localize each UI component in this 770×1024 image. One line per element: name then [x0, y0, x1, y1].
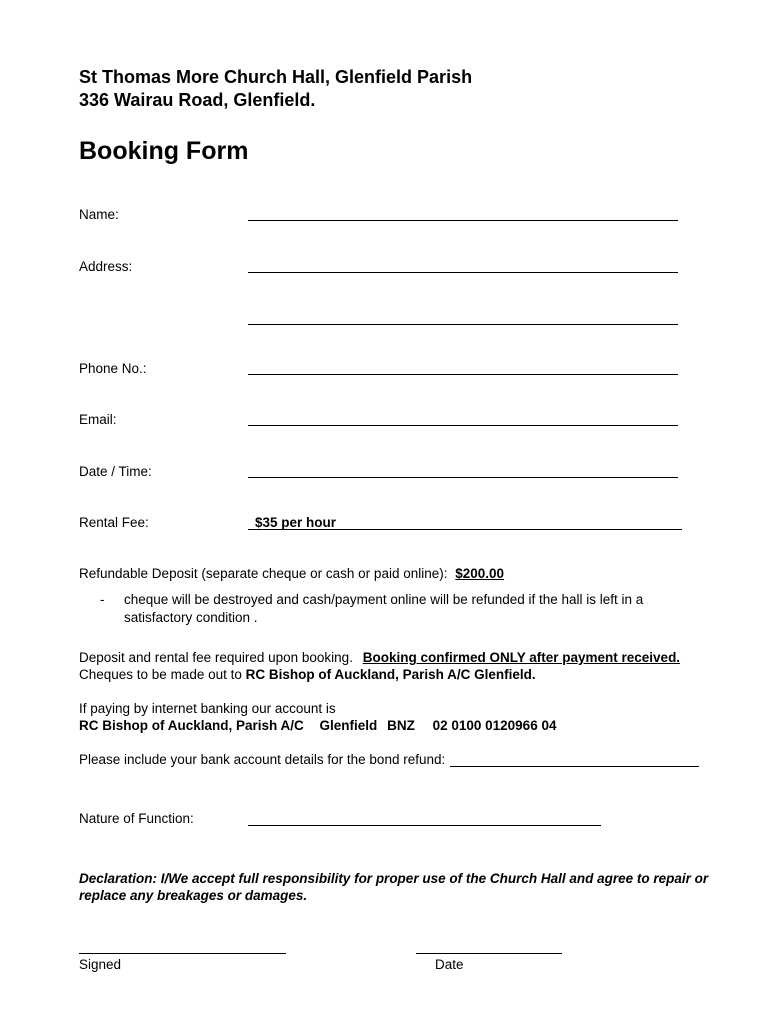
email-label: Email:: [79, 412, 117, 427]
hall-name-heading: St Thomas More Church Hall, Glenfield Parish: [79, 67, 473, 87]
rental-fee-underline: [248, 529, 682, 530]
datetime-field[interactable]: [248, 477, 678, 478]
function-field[interactable]: [248, 825, 601, 826]
account-branch: Glenfield: [319, 718, 378, 733]
hall-address-heading: 336 Wairau Road, Glenfield.: [79, 90, 316, 110]
cheques-prefix: Cheques to be made out to: [79, 667, 242, 682]
deposit-description: Refundable Deposit (separate cheque or cash or paid online):: [79, 566, 448, 581]
bullet-text-line-1: cheque will be destroyed and cash/payment online will be refunded if the hall is left in a: [124, 592, 644, 607]
signed-label: Signed: [79, 957, 122, 972]
address-field-line-1[interactable]: [248, 272, 678, 273]
bond-refund-text: Please include your bank account details for the bond refund:: [79, 752, 446, 767]
payment-required-text: Deposit and rental fee required upon booking.: [79, 650, 353, 665]
date-label: Date: [435, 957, 464, 972]
phone-label: Phone No.:: [79, 361, 147, 376]
address-field-line-2[interactable]: [248, 324, 678, 325]
datetime-label: Date / Time:: [79, 464, 152, 479]
rental-fee-value: $35 per hour: [255, 515, 337, 530]
function-label: Nature of Function:: [79, 811, 194, 826]
bank-name: BNZ: [387, 718, 415, 733]
rental-fee-label: Rental Fee:: [79, 515, 149, 530]
name-field[interactable]: [248, 220, 678, 221]
cheques-line: [79, 667, 536, 682]
cheques-payee: RC Bishop of Auckland, Parish A/C Glenfield.: [245, 667, 536, 682]
account-number: 02 0100 0120966 04: [432, 718, 557, 733]
internet-banking-intro: If paying by internet banking our account is: [79, 701, 336, 716]
declaration-line-1: Declaration: I/We accept full responsibility for proper use of the Church Hall and agree to repair or: [79, 871, 709, 886]
bank-account-details: [79, 718, 556, 733]
deposit-amount: $200.00: [455, 566, 505, 581]
signature-field[interactable]: [79, 953, 286, 954]
date-field[interactable]: [416, 953, 562, 954]
bullet-text-line-2: satisfactory condition .: [124, 610, 258, 625]
bond-refund-field[interactable]: [450, 766, 699, 767]
bullet-marker: -: [100, 592, 105, 607]
email-field[interactable]: [248, 425, 678, 426]
booking-confirmed-text: Booking confirmed ONLY after payment received.: [362, 650, 681, 665]
declaration-line-2: replace any breakages or damages.: [79, 888, 308, 903]
phone-field[interactable]: [248, 374, 678, 375]
account-name: RC Bishop of Auckland, Parish A/C: [79, 718, 304, 733]
payment-required-line: [79, 650, 680, 665]
address-label: Address:: [79, 259, 133, 274]
name-label: Name:: [79, 207, 119, 222]
page-title: Booking Form: [79, 137, 249, 165]
deposit-text: [79, 566, 504, 581]
